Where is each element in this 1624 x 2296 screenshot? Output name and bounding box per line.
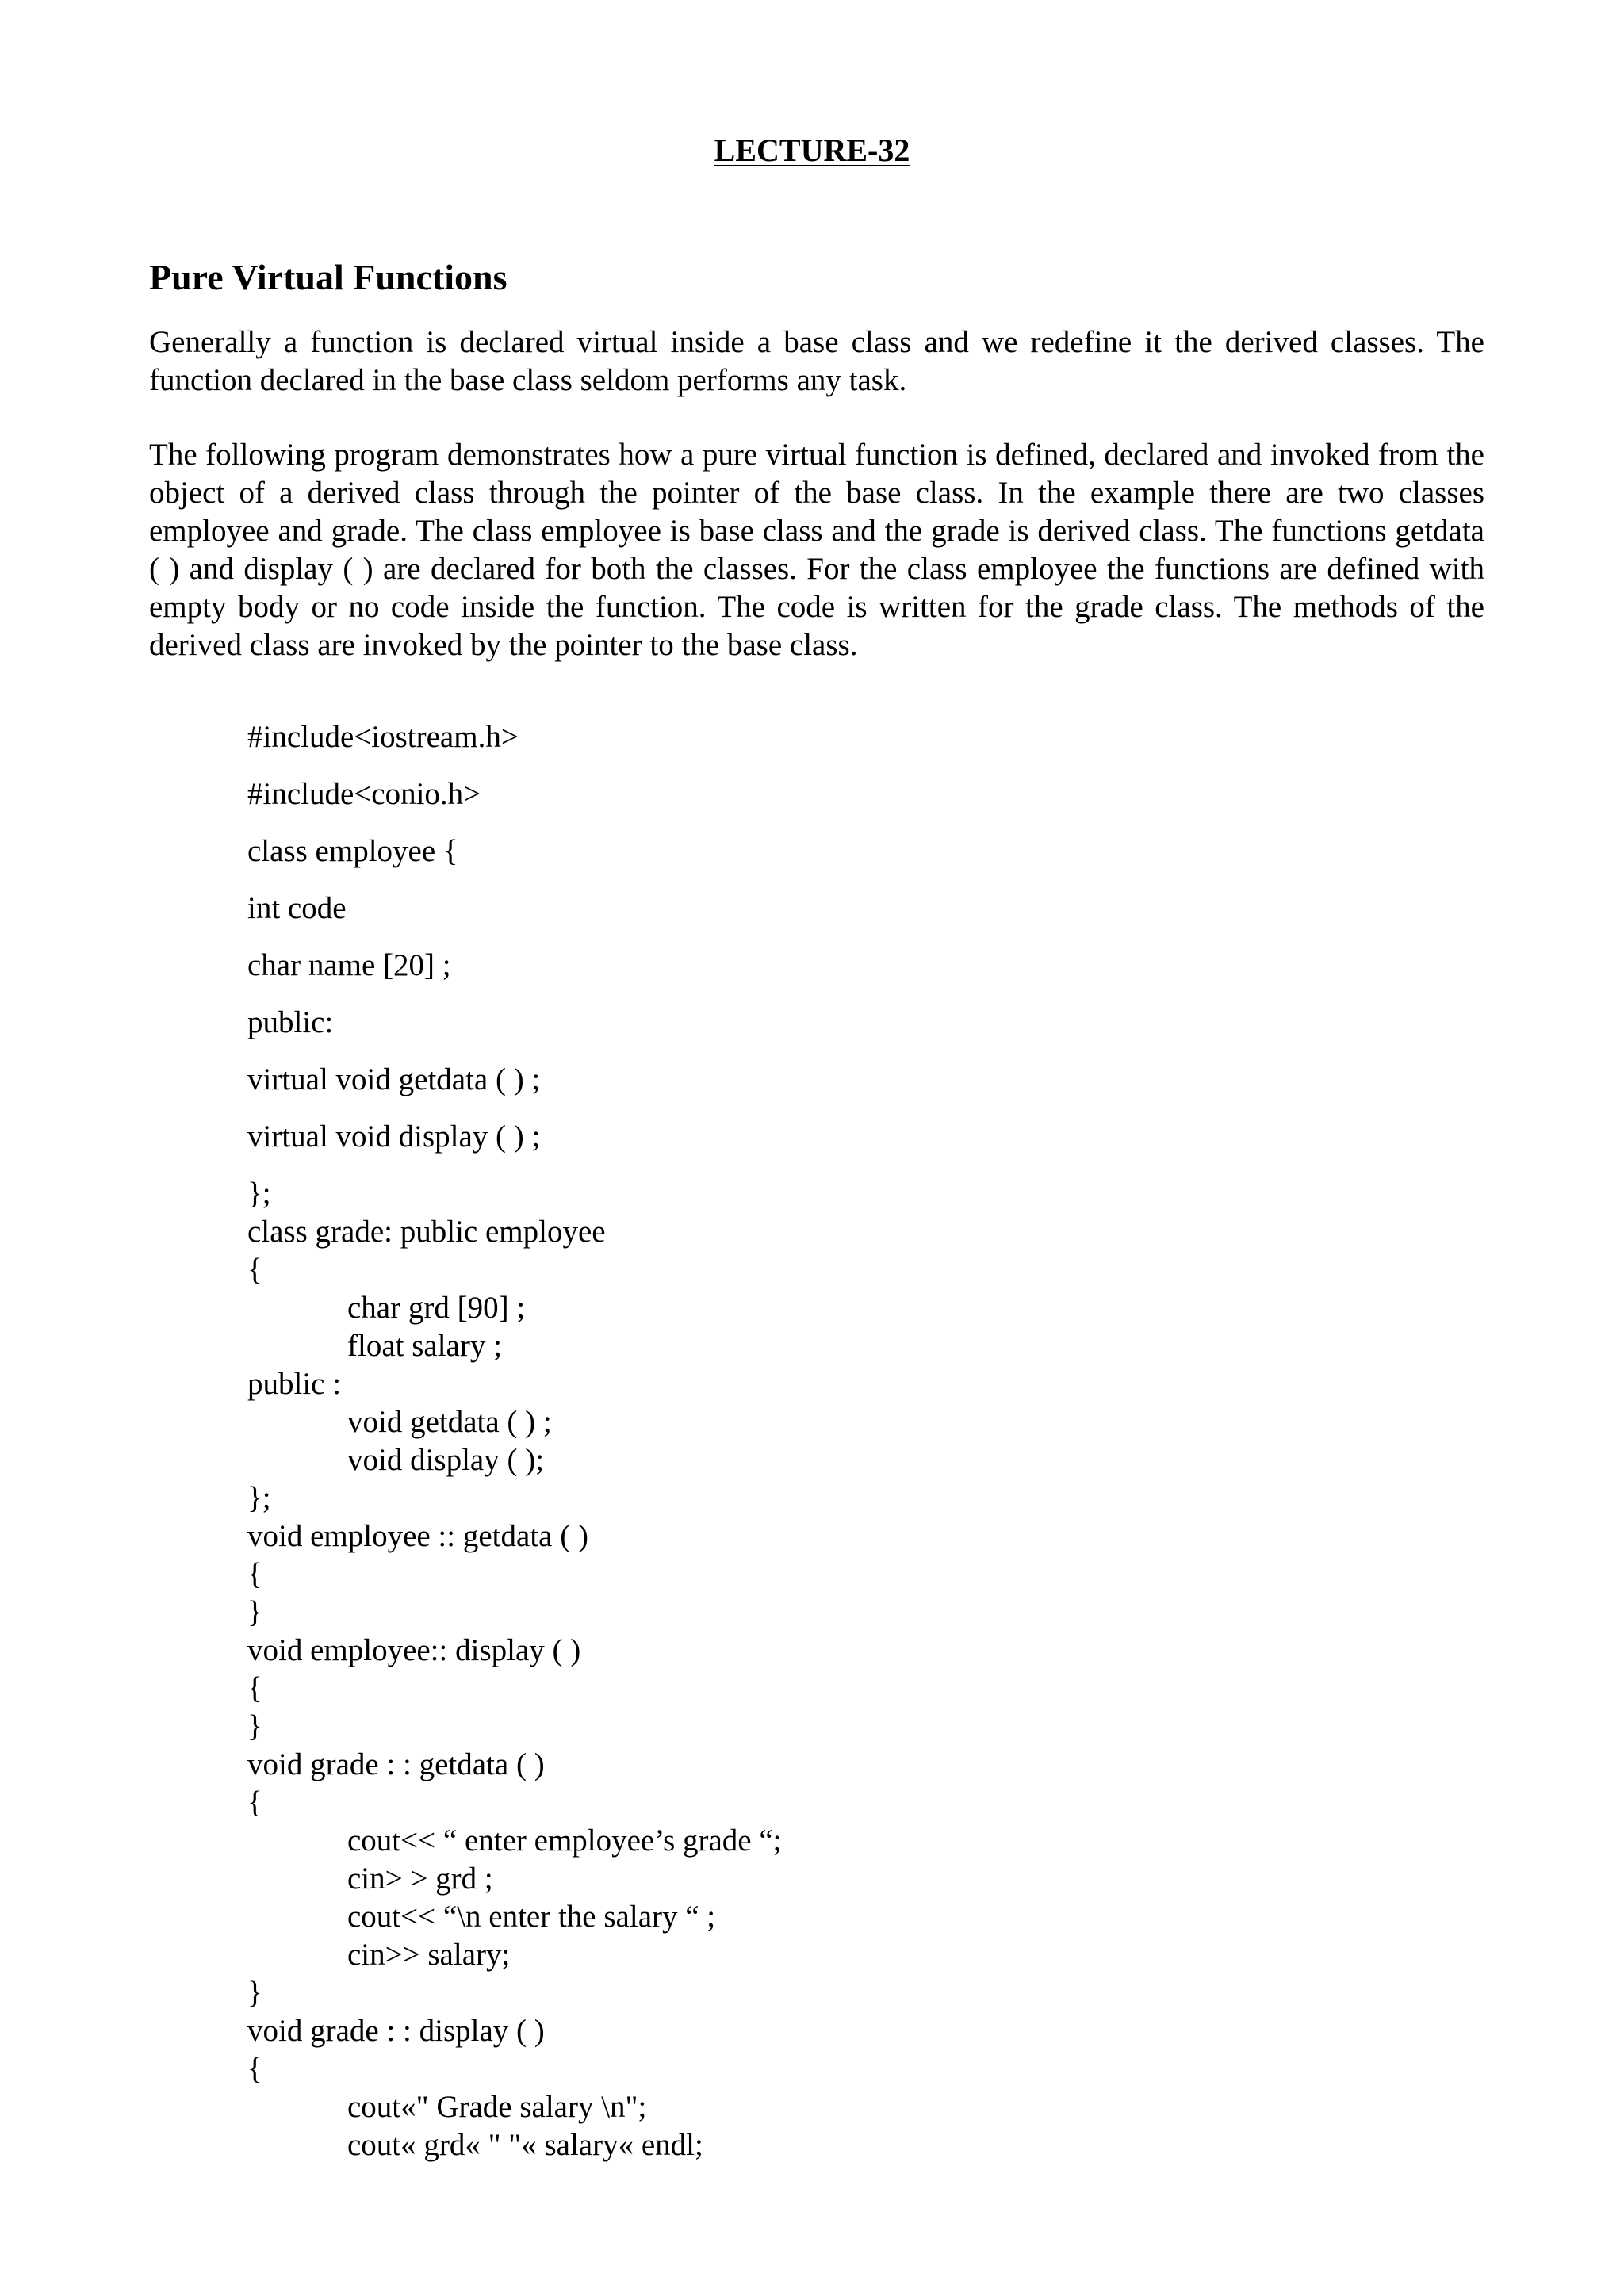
code-line: void grade : : getdata ( ) [247,1747,545,1781]
code-line: } [247,1595,262,1629]
code-line: { [247,1785,262,1820]
code-line: cin>> salary; [347,1938,511,1972]
code-line: void employee :: getdata ( ) [247,1519,588,1553]
code-line: }; [247,1177,271,1211]
code-line: void display ( ); [347,1443,545,1477]
code-line: { [247,1557,262,1591]
code-line: { [247,1671,262,1705]
code-line: { [247,2052,262,2086]
code-line: public : [247,1367,342,1401]
code-line: class grade: public employee [247,1215,606,1249]
code-line: void getdata ( ) ; [347,1405,552,1439]
code-line: void grade : : display ( ) [247,2014,545,2048]
code-line: public: [247,1005,334,1039]
description-paragraph: The following program demonstrates how a pure virtual function is defined, declared and invoked from the object of a derived class through the pointer of the base class. In the example there are two classes employee and grade. The class employee is base class and the grade is derived class. The functions getdata ( ) and display ( ) are declared for both the classes. For the class employee the functions are defined with empty body or no code inside the function. The code is written for the grade class. The methods of the derived class are invoked by the pointer to the base class. [149,438,1484,662]
code-line: #include<conio.h> [247,777,481,811]
code-line: cout<< “ enter employee’s grade “; [347,1823,782,1858]
code-line: cout« grd« " "« salary« endl; [347,2128,703,2162]
code-line: cout«" Grade salary \n"; [347,2090,647,2124]
code-line: }; [247,1481,271,1515]
code-line: cin> > grd ; [347,1862,493,1896]
code-line: virtual void display ( ) ; [247,1119,541,1154]
lecture-title-text: LECTURE-32 [714,132,910,168]
code-line: #include<iostream.h> [247,720,519,754]
code-line: } [247,1709,262,1743]
code-line: } [247,1976,262,2010]
code-line: char grd [90] ; [347,1291,526,1325]
code-line: virtual void getdata ( ) ; [247,1062,541,1096]
code-line: void employee:: display ( ) [247,1633,581,1667]
code-line: cout<< “\n enter the salary “ ; [347,1900,716,1934]
lecture-title [0,132,1624,170]
code-line: float salary ; [347,1329,502,1363]
intro-paragraph: Generally a function is declared virtual inside a base class and we redefine it the derived classes. The function declared in the base class seldom performs any task. [149,325,1484,397]
code-line: class employee { [247,834,458,868]
code-line: char name [20] ; [247,948,451,982]
code-line: int code [247,891,347,925]
section-heading: Pure Virtual Functions [149,257,508,297]
code-line: { [247,1253,262,1287]
